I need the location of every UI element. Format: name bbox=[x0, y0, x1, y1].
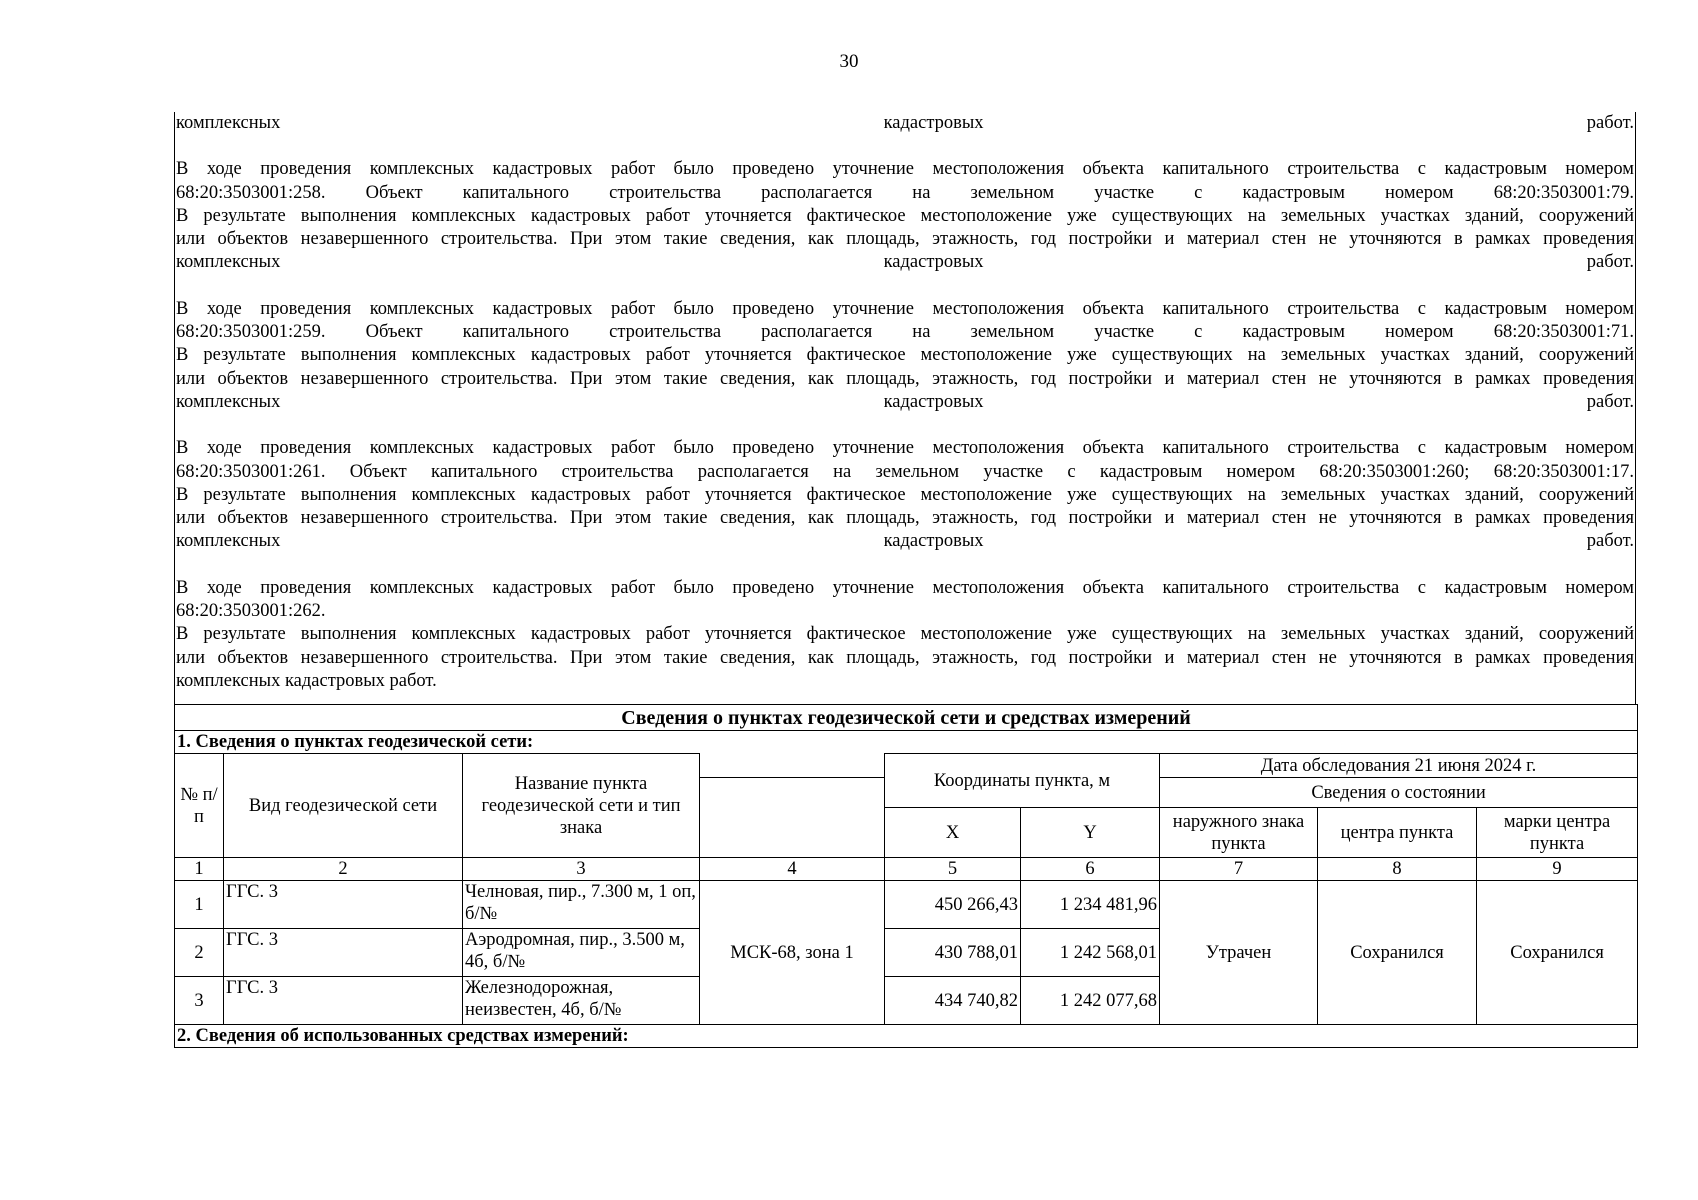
paragraph-line: комплексных кадастровых работ. bbox=[176, 531, 1634, 552]
header-blank-gap bbox=[700, 754, 885, 778]
row-x: 450 266,43 bbox=[885, 881, 1021, 929]
paragraph-line: комплексных кадастровых работ. bbox=[176, 113, 1634, 133]
paragraph-line: комплексных кадастровых работ. bbox=[176, 252, 1634, 273]
paragraph-line: комплексных кадастровых работ. bbox=[176, 670, 437, 691]
paragraph bbox=[174, 437, 1636, 553]
paragraph bbox=[174, 158, 1636, 274]
paragraph-line: или объектов незавершенного строительства. При этом такие сведения, как площадь, этажность, год постройки и материал стен не уточняются в рамках проведения bbox=[176, 368, 1634, 389]
row-y: 1 242 568,01 bbox=[1021, 929, 1160, 977]
row-y: 1 242 077,68 bbox=[1021, 977, 1160, 1025]
center-state: Сохранился bbox=[1318, 881, 1477, 1025]
row-point-name: Железнодорожная, неизвестен, 4б, б/№ bbox=[463, 977, 700, 1025]
page-number: 30 bbox=[839, 51, 859, 72]
row-point-name: Челновая, пир., 7.300 м, 1 оп, б/№ bbox=[463, 881, 700, 929]
header-center: центра пункта bbox=[1318, 808, 1477, 858]
section-1-heading: 1. Сведения о пунктах геодезической сети: bbox=[175, 731, 1638, 754]
paragraph-line: В ходе проведения комплексных кадастровых работ было проведено уточнение местоположения объекта капитального строительства с кадастровым номером bbox=[176, 577, 1634, 598]
header-network-type: Вид геодезической сети bbox=[224, 754, 463, 858]
row-num: 2 bbox=[175, 929, 224, 977]
paragraph-line: или объектов незавершенного строительства. При этом такие сведения, как площадь, этажность, год постройки и материал стен не уточняются в рамках проведения bbox=[176, 508, 1634, 529]
header-survey-date: Дата обследования 21 июня 2024 г. bbox=[1160, 754, 1638, 778]
column-number: 5 bbox=[885, 858, 1021, 881]
row-num: 3 bbox=[175, 977, 224, 1025]
paragraph-line: В ходе проведения комплексных кадастровых работ было проведено уточнение местоположения объекта капитального строительства с кадастровым номером bbox=[176, 438, 1634, 459]
paragraph-line: 68:20:3503001:261. Объект капитального строительства располагается на земельном участке с кадастровым номером 68:20:3503001:260; 68:20:3503001:17. bbox=[176, 461, 1634, 482]
header-condition: Сведения о состоянии bbox=[1160, 778, 1638, 808]
row-y: 1 234 481,96 bbox=[1021, 881, 1160, 929]
geodetic-table bbox=[174, 704, 1638, 1048]
row-network-type: ГГС. 3 bbox=[224, 977, 463, 1025]
row-network-type: ГГС. 3 bbox=[224, 929, 463, 977]
text-block bbox=[174, 112, 1636, 693]
paragraph-line: В ходе проведения комплексных кадастровых работ было проведено уточнение местоположения объекта капитального строительства с кадастровым номером bbox=[176, 159, 1634, 180]
column-number-row bbox=[175, 858, 1638, 881]
header-y: Y bbox=[1021, 808, 1160, 858]
column-number: 3 bbox=[463, 858, 700, 881]
outer-sign-state: Утрачен bbox=[1160, 881, 1318, 1025]
column-number: 2 bbox=[224, 858, 463, 881]
header-outer-sign: наружного знака пункта bbox=[1160, 808, 1318, 858]
coord-system-cell: МСК-68, зона 1 bbox=[700, 881, 885, 1025]
paragraph-line: В результате выполнения комплексных кадастровых работ уточняется фактическое местоположение уже существующих на земельных участках зданий, сооружений bbox=[176, 484, 1634, 505]
row-num: 1 bbox=[175, 881, 224, 929]
header-coord-system bbox=[700, 778, 885, 858]
paragraph-line: В результате выполнения комплексных кадастровых работ уточняется фактическое местоположение уже существующих на земельных участках зданий, сооружений bbox=[176, 205, 1634, 226]
center-mark-state: Сохранился bbox=[1477, 881, 1638, 1025]
column-number: 7 bbox=[1160, 858, 1318, 881]
header-point-name: Название пункта геодезической сети и тип знака bbox=[463, 754, 700, 858]
row-point-name: Аэродромная, пир., 3.500 м, 4б, б/№ bbox=[463, 929, 700, 977]
paragraph-line: В результате выполнения комплексных кадастровых работ уточняется фактическое местоположение уже существующих на земельных участках зданий, сооружений bbox=[176, 624, 1634, 645]
table-title: Сведения о пунктах геодезической сети и средствах измерений bbox=[175, 705, 1638, 731]
header-num: № п/п bbox=[175, 754, 224, 858]
paragraph bbox=[174, 577, 1636, 693]
paragraph-line: В результате выполнения комплексных кадастровых работ уточняется фактическое местоположение уже существующих на земельных участках зданий, сооружений bbox=[176, 345, 1634, 366]
paragraph-line: комплексных кадастровых работ. bbox=[176, 391, 1634, 412]
paragraph-line: 68:20:3503001:259. Объект капитального строительства располагается на земельном участке с кадастровым номером 68:20:3503001:71. bbox=[176, 322, 1634, 343]
paragraph-line: 68:20:3503001:258. Объект капитального строительства располагается на земельном участке с кадастровым номером 68:20:3503001:79. bbox=[176, 182, 1634, 203]
document-frame bbox=[174, 112, 1636, 1052]
header-coords: Координаты пункта, м bbox=[885, 754, 1160, 808]
paragraph bbox=[174, 112, 1636, 135]
paragraph-line: В ходе проведения комплексных кадастровых работ было проведено уточнение местоположения объекта капитального строительства с кадастровым номером bbox=[176, 298, 1634, 319]
column-number: 1 bbox=[175, 858, 224, 881]
row-network-type: ГГС. 3 bbox=[224, 881, 463, 929]
header-x: X bbox=[885, 808, 1021, 858]
paragraph bbox=[174, 298, 1636, 414]
paragraph-line: 68:20:3503001:262. bbox=[176, 601, 326, 622]
row-x: 434 740,82 bbox=[885, 977, 1021, 1025]
column-number: 6 bbox=[1021, 858, 1160, 881]
row-x: 430 788,01 bbox=[885, 929, 1021, 977]
column-number: 4 bbox=[700, 858, 885, 881]
header-center-mark: марки центра пункта bbox=[1477, 808, 1638, 858]
paragraph-line: или объектов незавершенного строительства. При этом такие сведения, как площадь, этажность, год постройки и материал стен не уточняются в рамках проведения bbox=[176, 229, 1634, 250]
column-number: 9 bbox=[1477, 858, 1638, 881]
column-number: 8 bbox=[1318, 858, 1477, 881]
section-2-heading: 2. Сведения об использованных средствах измерений: bbox=[175, 1025, 1638, 1048]
paragraph-line: или объектов незавершенного строительства. При этом такие сведения, как площадь, этажность, год постройки и материал стен не уточняются в рамках проведения bbox=[176, 647, 1634, 668]
